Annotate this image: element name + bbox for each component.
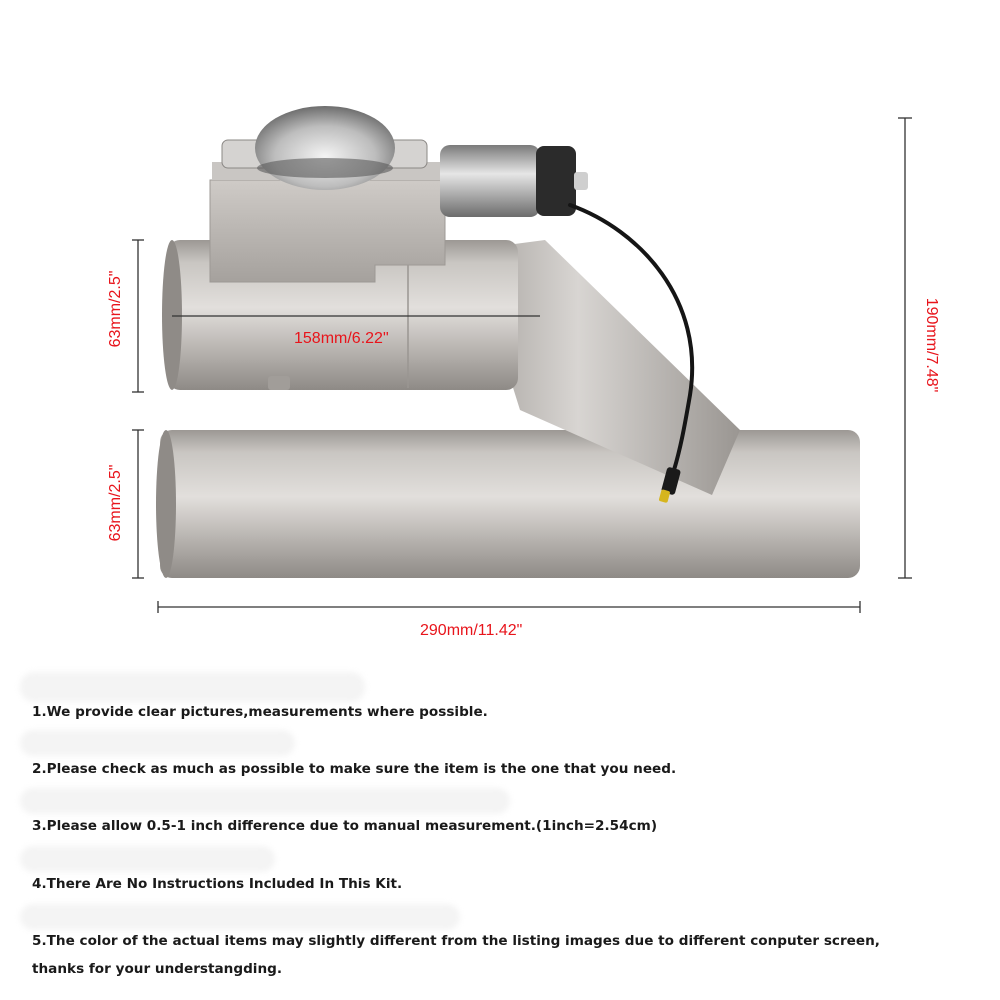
dim-total-length: 290mm/11.42" (420, 622, 523, 639)
dim-bottom-pipe-diameter: 63mm/2.5" (107, 464, 124, 542)
dim-total-height: 190mm/7.48" (923, 297, 940, 393)
note-5-continued: thanks for your understangding. (32, 961, 283, 977)
note-2: 2.Please check as much as possible to make sure the item is the one that you need. (32, 761, 677, 777)
note-band (20, 904, 460, 930)
note-4: 4.There Are No Instructions Included In This Kit. (32, 876, 403, 892)
note-3: 3.Please allow 0.5-1 inch difference due to manual measurement.(1inch=2.54cm) (32, 818, 658, 834)
dim-top-pipe-length: 158mm/6.22" (294, 330, 389, 347)
note-band (20, 846, 275, 872)
dim-top-pipe-diameter: 63mm/2.5" (107, 270, 124, 348)
note-band (20, 672, 365, 702)
actuator-dome (212, 106, 440, 190)
note-5: 5.The color of the actual items may slightly different from the listing images due to different conputer screen, (32, 933, 880, 949)
motor (440, 145, 588, 217)
bottom-pipe (156, 430, 860, 578)
note-band (20, 788, 510, 814)
note-band (20, 730, 295, 756)
note-1: 1.We provide clear pictures,measurements where possible. (32, 704, 488, 720)
